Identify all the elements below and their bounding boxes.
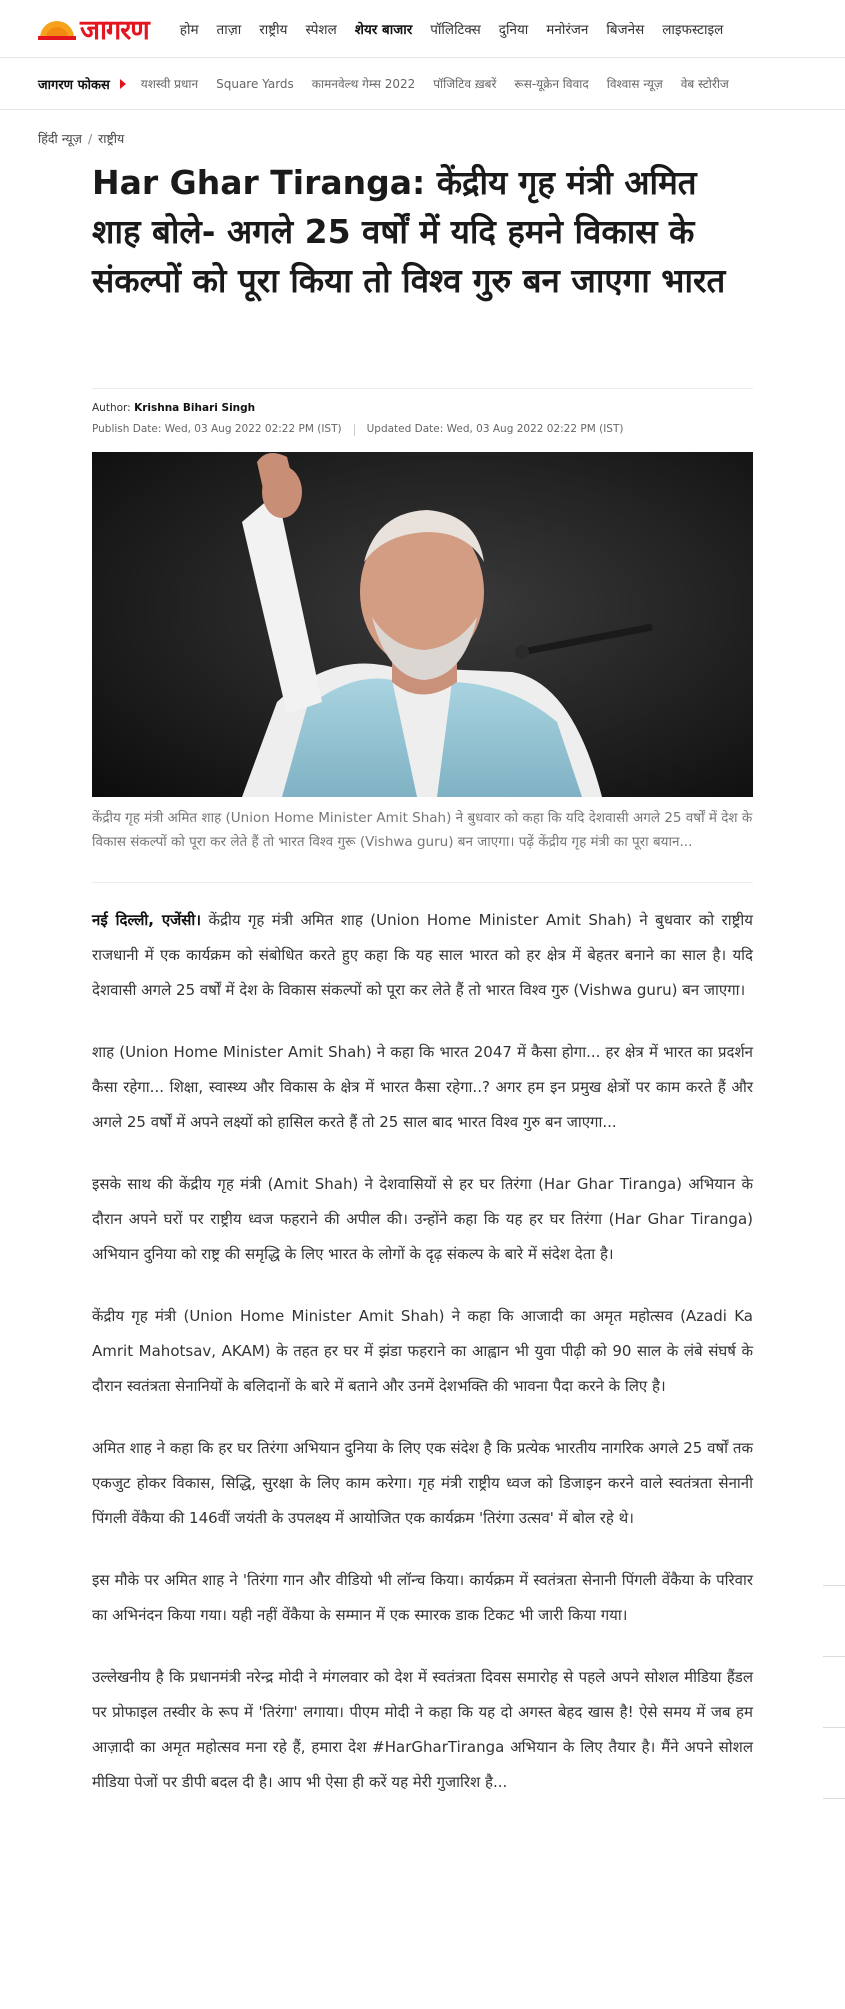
updated-date: Updated Date: Wed, 03 Aug 2022 02:22 PM (IST) bbox=[366, 423, 624, 435]
author-label: Author: bbox=[92, 402, 131, 414]
nav-item-lifestyle[interactable]: लाइफस्टाइल bbox=[662, 21, 724, 38]
focus-item[interactable]: कामनवेल्थ गेम्स 2022 bbox=[311, 77, 416, 91]
play-arrow-icon bbox=[120, 79, 126, 89]
logo-wordmark: जागरण bbox=[80, 15, 149, 46]
publish-date: Publish Date: Wed, 03 Aug 2022 02:22 PM (IST) bbox=[92, 423, 342, 435]
divider bbox=[92, 882, 753, 883]
side-divider bbox=[823, 1798, 845, 1799]
paragraph bbox=[92, 903, 753, 1008]
paragraph: शाह (Union Home Minister Amit Shah) ने कहा कि भारत 2047 में कैसा होगा... हर क्षेत्र में भारत का प्रदर्शन कैसा रहेगा... शिक्षा, स्वास्थ्य और विकास के क्षेत्र में भारत कैसा रहेगा..? अगर हम इन प्रमुख क्षेत्रों पर काम करते हैं और अगले 25 वर्षों में अपने लक्ष्यों को हासिल करते हैं तो 25 साल बाद भारत विश्व गुरु बन जाएगा... bbox=[92, 1043, 753, 1131]
article-body bbox=[92, 903, 753, 1827]
side-divider bbox=[823, 1656, 845, 1657]
breadcrumb-separator: / bbox=[87, 131, 93, 146]
speaker-photo bbox=[92, 452, 753, 797]
article-headline: Har Ghar Tiranga: केंद्रीय गृह मंत्री अमित शाह बोले- अगले 25 वर्षों में यदि हमने विकास के संकल्पों को पूरा किया तो विश्व गुरु बन जाएगा भारत bbox=[92, 163, 726, 300]
nav-item-latest[interactable]: ताज़ा bbox=[216, 21, 242, 38]
breadcrumb-home[interactable]: हिंदी न्यूज़ bbox=[38, 131, 82, 146]
side-divider bbox=[823, 1727, 845, 1728]
author-name[interactable]: Krishna Bihari Singh bbox=[134, 402, 256, 414]
focus-item[interactable]: विश्वास न्यूज़ bbox=[606, 77, 663, 91]
main-nav bbox=[171, 20, 732, 38]
focus-item[interactable]: Square Yards bbox=[216, 76, 294, 91]
breadcrumb-section[interactable]: राष्ट्रीय bbox=[98, 131, 125, 146]
top-nav bbox=[0, 0, 845, 58]
paragraph: अमित शाह ने कहा कि हर घर तिरंगा अभियान दुनिया के लिए एक संदेश है कि प्रत्येक भारतीय नागरिक अगले 25 वर्षों तक एकजुट होकर विकास, सिद्धि, सुरक्षा के लिए काम करेगा। गृह मंत्री राष्ट्रीय ध्वज को डिजाइन करने वाले स्वतंत्रता सेनानी पिंगली वेंकैया की 146वीं जयंती के उपलक्ष्य में आयोजित एक कार्यक्रम 'तिरंगा उत्सव' में बोल रहे थे। bbox=[92, 1439, 753, 1527]
divider bbox=[92, 388, 753, 389]
breadcrumb bbox=[38, 130, 124, 147]
nav-item-special[interactable]: स्पेशल bbox=[305, 21, 337, 38]
paragraph: केंद्रीय गृह मंत्री (Union Home Minister Amit Shah) ने कहा कि आजादी का अमृत महोत्सव (Azadi Ka Amrit Mahotsav, AKAM) के तहत हर घर में झंडा फहराने का आह्वान भी युवा पीढ़ी को 90 साल के लंबे संघर्ष के दौरान स्वतंत्रता सेनानियों के बलिदानों के बारे में बताने और उनमें देशभक्ति की भावना पैदा करने के लिए है। bbox=[92, 1307, 753, 1395]
paragraph: इसके साथ की केंद्रीय गृह मंत्री (Amit Shah) ने देशवासियों से हर घर तिरंगा (Har Ghar Tiranga) अभियान के दौरान अपने घरों पर राष्ट्रीय ध्वज फहराने की अपील की। उन्होंने कहा कि यह हर घर तिरंगा (Har Ghar Tiranga) अभियान दुनिया को राष्ट्र की समृद्धि के लिए भारत के लोगों के दृढ़ संकल्प के बारे में संदेश देता है। bbox=[92, 1175, 753, 1263]
rising-sun-icon bbox=[38, 18, 76, 40]
nav-item-world[interactable]: दुनिया bbox=[498, 21, 529, 38]
nav-item-home[interactable]: होम bbox=[179, 21, 199, 38]
paragraph: इस मौके पर अमित शाह ने 'तिरंगा गान और वीडियो भी लॉन्च किया। कार्यक्रम में स्वतंत्रता सेनानी पिंगली वेंकैया के परिवार का अभिनंदन किया गया। यही नहीं वेंकैया के सम्मान में एक स्मारक डाक टिकट भी जारी किया गया। bbox=[92, 1571, 753, 1624]
focus-title: जागरण फोकस bbox=[38, 77, 110, 93]
paragraph-text: केंद्रीय गृह मंत्री अमित शाह (Union Home Minister Amit Shah) ने बुधवार को राष्ट्रीय राजधानी में एक कार्यक्रम को संबोधित करते हुए कहा कि यह साल भारत को हर क्षेत्र में बेहतर बनाने का साल है। यदि देशवासी अगले 25 वर्षों में देश के विकास संकल्पों को पूरा कर लेते हैं तो भारत विश्व गुरु (Vishwa guru) बन जाएगा। bbox=[92, 911, 753, 999]
nav-item-politics[interactable]: पॉलिटिक्स bbox=[430, 21, 481, 38]
article-dates bbox=[92, 423, 623, 436]
dateline: नई दिल्ली, एजेंसी। bbox=[92, 911, 202, 929]
image-caption: केंद्रीय गृह मंत्री अमित शाह (Union Home Minister Amit Shah) ने बुधवार को कहा कि यदि देशवासी अगले 25 वर्षों में देश के विकास संकल्पों को पूरा कर लेते हैं तो भारत विश्व गुरू (Vishwa guru) बन जाएगा। पढ़ें केंद्रीय गृह मंत्री का पूरा बयान... bbox=[92, 810, 753, 850]
author-line bbox=[92, 402, 255, 414]
nav-item-entertainment[interactable]: मनोरंजन bbox=[546, 21, 589, 38]
site-logo[interactable] bbox=[38, 10, 149, 47]
nav-item-share-market[interactable]: शेयर बाजार bbox=[354, 21, 413, 38]
nav-item-national[interactable]: राष्ट्रीय bbox=[259, 21, 288, 38]
date-separator bbox=[354, 424, 355, 436]
side-divider bbox=[823, 1585, 845, 1586]
focus-item[interactable]: पॉजिटिव ख़बरें bbox=[433, 77, 497, 91]
focus-nav bbox=[0, 58, 845, 110]
nav-item-business[interactable]: बिजनेस bbox=[606, 21, 645, 38]
focus-item[interactable]: रूस-यूक्रेन विवाद bbox=[514, 77, 589, 91]
focus-item[interactable]: यशस्वी प्रधान bbox=[140, 77, 199, 91]
focus-item[interactable]: वेब स्टोरीज bbox=[680, 77, 729, 91]
paragraph: उल्लेखनीय है कि प्रधानमंत्री नरेन्द्र मोदी ने मंगलवार को देश में स्वतंत्रता दिवस समारोह से पहले अपने सोशल मीडिया हैंडल पर प्रोफाइल तस्वीर के रूप में 'तिरंगा' लगाया। पीएम मोदी ने कहा कि यह दो अगस्त बेहद खास है! ऐसे समय में जब हम आज़ादी का अमृत महोत्सव मना रहे हैं, हमारा देश #HarGharTiranga अभियान के लिए तैयार है। मैंने अपने सोशल मीडिया पेजों पर डीपी बदल दी है। आप भी ऐसा ही करें यह मेरी गुजारिश है... bbox=[92, 1668, 753, 1791]
hero-image bbox=[92, 452, 753, 797]
